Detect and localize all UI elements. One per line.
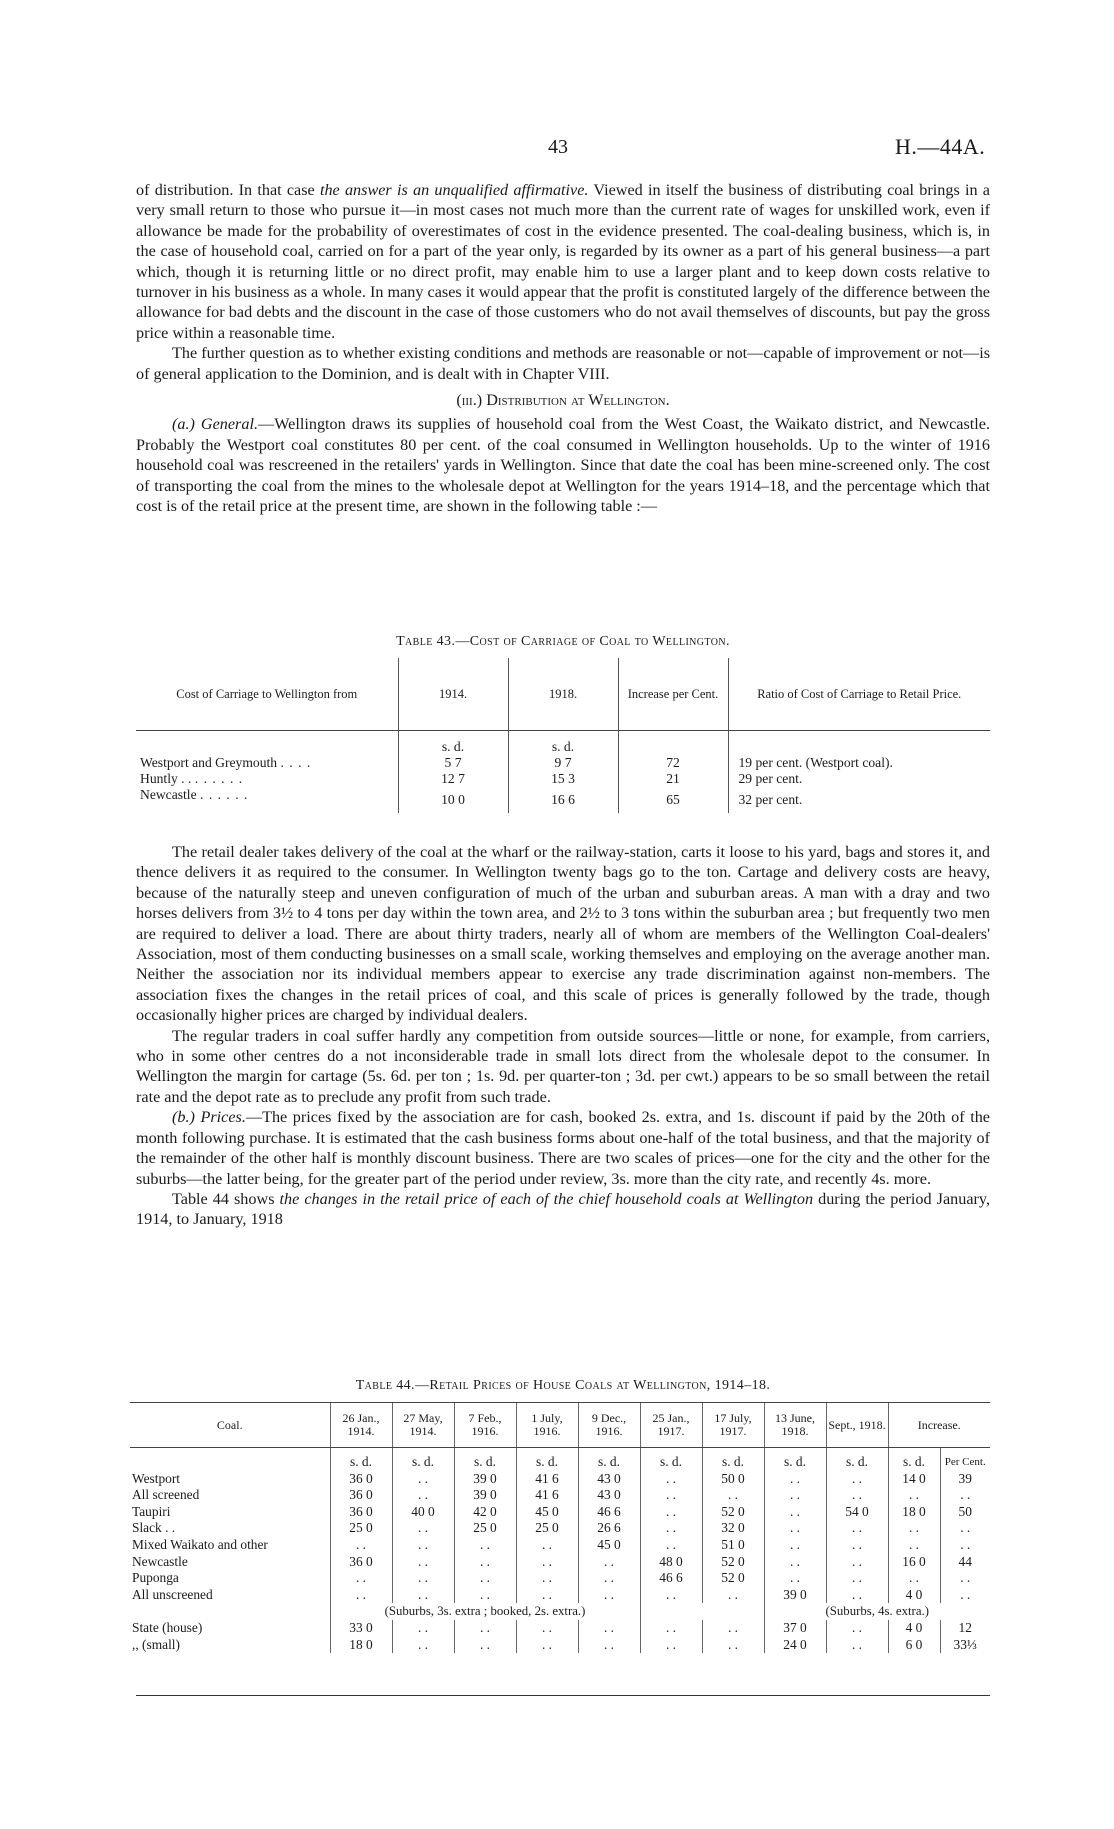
table-44-header-date: 26 Jan., 1914. — [330, 1403, 392, 1448]
paragraph-general — [136, 414, 990, 516]
table-44-cell-price: . . — [826, 1537, 888, 1554]
table-44-unit: s. d. — [640, 1448, 702, 1471]
table-44-cell-increase-sd: 4 0 — [888, 1620, 940, 1637]
table-44-cell-price: . . — [392, 1620, 454, 1637]
table-44-cell-price: . . — [392, 1471, 454, 1488]
document-reference: H.—44A. — [895, 134, 986, 159]
table-44-cell-coal: State (house) — [132, 1619, 203, 1635]
table-44-cell-price: . . — [578, 1570, 640, 1587]
table-44 — [130, 1402, 990, 1653]
table-row — [130, 1620, 990, 1637]
table-44-cell-price: . . — [826, 1637, 888, 1654]
table-44-cell-price: . . — [392, 1537, 454, 1554]
table-row — [136, 787, 990, 813]
table-44-cell-price: . . — [826, 1487, 888, 1504]
table-44-cell-price: . . — [578, 1620, 640, 1637]
table-43-header-1918: 1918. — [508, 658, 618, 731]
paragraph-regular-traders: The regular traders in coal suffer hardly any competition from outside sources—little or none, for example, from carriers, who in some other centres do a not inconsiderable trade in small lots direct from the wholesale depot to the consumer. In Wellington the margin for cartage (5s. 6d. per ton ; 1s. 9d. per quarter-ton ; 3d. per cwt.) appears to be so small between the retail rate and the depot rate as to preclude any profit from such trade. — [136, 1026, 990, 1106]
table-43-cell-1918: 15 3 — [508, 771, 618, 787]
table-44-header-date: 27 May, 1914. — [392, 1403, 454, 1448]
table-44-unit: s. d. — [888, 1448, 940, 1471]
table-44-cell-price: 37 0 — [764, 1620, 826, 1637]
table-44-unit: s. d. — [578, 1448, 640, 1471]
table-44-unit: s. d. — [392, 1448, 454, 1471]
table-44-cell-price: . . — [516, 1554, 578, 1571]
table-44-cell-price: . . — [454, 1620, 516, 1637]
table-44-cell-price: . . — [640, 1520, 702, 1537]
table-44-cell-coal: Taupiri — [132, 1503, 171, 1519]
table-43-header-ratio: Ratio of Cost of Carriage to Retail Price. — [728, 658, 990, 731]
table-44-cell-price: 25 0 — [516, 1520, 578, 1537]
table-44-cell-coal: Slack . . — [132, 1520, 176, 1536]
table-44-cell-increase-sd: 14 0 — [888, 1471, 940, 1488]
table-44-cell-price: . . — [702, 1487, 764, 1504]
table-43-cell-from: Huntly . . — [140, 771, 192, 786]
table-44-cell-price: . . — [516, 1537, 578, 1554]
table-44-unit: s. d. — [516, 1448, 578, 1471]
table-44-cell-price: 36 0 — [330, 1554, 392, 1571]
table-44-cell-price: . . — [640, 1537, 702, 1554]
table-44-cell-price: 39 0 — [764, 1587, 826, 1604]
table-44-cell-price: . . — [392, 1487, 454, 1504]
table-43-title: Table 43.—Cost of Carriage of Coal to Wellington. — [396, 634, 730, 649]
table-44-cell-price: . . — [454, 1554, 516, 1571]
table-44-cell-price: . . — [578, 1587, 640, 1604]
table-44-cell-price: 52 0 — [702, 1554, 764, 1571]
table-44-cell-price: 39 0 — [454, 1471, 516, 1488]
table-44-cell-price: . . — [392, 1587, 454, 1604]
table-43 — [136, 658, 990, 813]
table-44-header-date: Sept., 1918. — [826, 1403, 888, 1448]
leader-dots: . . . . — [280, 755, 312, 770]
table-44-unit: s. d. — [454, 1448, 516, 1471]
table-44-cell-price: . . — [764, 1471, 826, 1488]
table-row — [130, 1637, 990, 1654]
table-44-cell-price: 48 0 — [640, 1554, 702, 1571]
table-43-cell-1914: 5 7 — [398, 755, 508, 771]
table-44-cell-increase-percent: 39 — [940, 1471, 990, 1488]
subsection-label: (b.) Prices. — [172, 1108, 246, 1127]
table-44-unit: s. d. — [826, 1448, 888, 1471]
table-44-cell-coal: All screened — [132, 1487, 200, 1503]
table-44-cell-coal: Newcastle — [132, 1553, 188, 1569]
table-44-cell-price: 18 0 — [330, 1637, 392, 1654]
table-43-header-1914: 1914. — [398, 658, 508, 731]
table-43-cell-increase: 72 — [618, 755, 728, 771]
table-44-cell-price: . . — [454, 1570, 516, 1587]
table-44-cell-price: 51 0 — [702, 1537, 764, 1554]
table-44-cell-price: . . — [826, 1570, 888, 1587]
emphasis-text: the changes in the retail price of each of the chief household coals at Wellington — [279, 1189, 814, 1208]
paragraph-further-question: The further question as to whether existing conditions and methods are reasonable or not—capable of improvement or not—is of general application to the Dominion, and is dealt with in Chapter VIII. — [136, 344, 990, 383]
table-44-cell-price: 24 0 — [764, 1637, 826, 1654]
table-44-cell-coal: Mixed Waikato and other — [132, 1536, 268, 1552]
table-44-cell-increase-percent: 33⅓ — [940, 1637, 990, 1654]
table-44-cell-price: 26 6 — [578, 1520, 640, 1537]
table-44-header-date: 7 Feb., 1916. — [454, 1403, 516, 1448]
table-row — [130, 1487, 990, 1504]
paragraph-text: Viewed in itself the business of distributing coal brings in a very small return to those who pursue it—in most cases not much more than the current rate of wages for unskilled work, even if allowance be made for the probability of overestimates of cost in the evidence presented. The coal-dealing business, which is, in the case of household coal, carried on for a part of the year only, is regarded by its owner as a part of his general business—a part which, though it is returning little or no direct profit, may enable him to use a larger plant and to keep down costs relative to turnover in his business as a whole. In many cases it would appear that the profit is constituted largely of the difference between the allowance for bad debts and the discount in the case of those customers who do not avail themselves of discounts, but pay the gross price within a reasonable time. — [136, 181, 990, 342]
top-text-block — [136, 180, 990, 517]
table-44-cell-price: 33 0 — [330, 1620, 392, 1637]
table-44-cell-increase-sd: 6 0 — [888, 1637, 940, 1654]
table-44-header-date: 9 Dec., 1916. — [578, 1403, 640, 1448]
page-number: 43 — [548, 136, 568, 158]
paragraph-text: of distribution. In that case — [136, 181, 320, 199]
table-43-cell-1914: 10 0 — [398, 787, 508, 813]
table-44-cell-price: . . — [640, 1487, 702, 1504]
table-44-cell-price: . . — [640, 1620, 702, 1637]
table-row — [136, 771, 990, 787]
table-44-cell-price: . . — [392, 1554, 454, 1571]
table-44-cell-price: . . — [826, 1554, 888, 1571]
paragraph-text: during the period January, 1914, to January, 1918 — [136, 1189, 990, 1229]
table-44-cell-increase-percent: . . — [940, 1487, 990, 1504]
table-43-cell-1914: 12 7 — [398, 771, 508, 787]
table-44-cell-price: 54 0 — [826, 1504, 888, 1521]
table-43-cell-ratio: 19 per cent. (Westport coal). — [728, 755, 990, 771]
table-44-cell-price: 36 0 — [330, 1487, 392, 1504]
table-44-bottom-rule — [136, 1695, 990, 1696]
table-43-cell-increase: 21 — [618, 771, 728, 787]
table-44-cell-increase-percent: . . — [940, 1587, 990, 1604]
table-44-cell-price: . . — [578, 1554, 640, 1571]
table-44-header-date: 1 July, 1916. — [516, 1403, 578, 1448]
table-row — [136, 755, 990, 771]
table-44-cell-price: . . — [392, 1637, 454, 1654]
table-44-cell-price: 36 0 — [330, 1504, 392, 1521]
table-44-header-coal: Coal. — [130, 1403, 330, 1448]
table-44-cell-increase-percent: 44 — [940, 1554, 990, 1571]
table-44-cell-coal: Puponga — [132, 1570, 179, 1586]
table-44-cell-price: . . — [826, 1587, 888, 1604]
table-44-cell-coal: All unscreened — [132, 1586, 213, 1602]
table-44-cell-price: 32 0 — [702, 1520, 764, 1537]
emphasis-text: the answer is an unqualified affirmative. — [319, 181, 589, 199]
table-44-cell-increase-sd: 18 0 — [888, 1504, 940, 1521]
table-44-cell-coal: ,, (small) — [132, 1636, 180, 1652]
paragraph-text: —The prices fixed by the association are for cash, booked 2s. extra, and 1s. discount if paid by the 20th of the month following purchase. It is estimated that the cash business forms about one-half of the total business, and that the majority of the remainder of the other half is monthly discount business. There are two scales of prices—one for the city and the other for the suburbs—the latter being, for the greater part of the period under review, 3s. more than the city rate, and recently 4s. more. — [136, 1108, 990, 1188]
table-44-cell-price: 40 0 — [392, 1504, 454, 1521]
table-43-cell-increase: 65 — [618, 787, 728, 813]
paragraph-text: —Wellington draws its supplies of household coal from the West Coast, the Waikato district, and Newcastle. Probably the Westport coal constitutes 80 per cent. of the coal consumed in Wellington households. Up to the winter of 1916 household coal was rescreened in the retailers' yards in Wellington. Since that date the coal has been mine-screened only. The cost of transporting the coal from the mines to the wholesale depot at Wellington for the years 1914–18, and the percentage which that cost is of the retail price at the present time, are shown in the following table :— — [136, 415, 990, 516]
table-44-cell-price: . . — [578, 1637, 640, 1654]
table-43-cell-ratio: 32 per cent. — [728, 787, 990, 813]
table-44-cell-price: 25 0 — [454, 1520, 516, 1537]
table-43-unit: s. d. — [508, 731, 618, 756]
table-44-header-date: 17 July, 1917. — [702, 1403, 764, 1448]
leader-dots: . . . . . . — [194, 771, 244, 786]
table-43-cell-from: Newcastle — [140, 787, 197, 802]
table-44-cell-price: 52 0 — [702, 1570, 764, 1587]
table-row — [130, 1587, 990, 1604]
table-44-cell-increase-percent: 50 — [940, 1504, 990, 1521]
table-43-header-increase: Increase per Cent. — [618, 658, 728, 731]
table-44-unit: s. d. — [702, 1448, 764, 1471]
paragraph-retail-dealer: The retail dealer takes delivery of the coal at the wharf or the railway-station, carts it loose to his yard, bags and stores it, and thence delivers it as required to the consumer. In Wellington twenty bags go to the ton. Cartage and delivery costs are heavy, because of the naturally steep and uneven configuration of much of the urban and suburban areas. A man with a dray and two horses delivers from 3½ to 4 tons per day within the town area, and 2½ to 3 tons within the suburban area ; but frequently two men are required to deliver a load. There are about thirty traders, nearly all of whom are members of the Wellington Coal-dealers' Association, most of them conducting businesses on a small scale, working themselves and employing on the average another man. Neither the association nor its individual members appear to exercise any trade discrimination against non-members. The association fixes the changes in the retail prices of coal, and this scale of prices is generally followed by the trade, though occasionally higher prices are charged by individual dealers. — [136, 843, 990, 1025]
table-44-cell-price: . . — [516, 1587, 578, 1604]
table-44-header-date: 13 June, 1918. — [764, 1403, 826, 1448]
table-44-cell-increase-percent: 12 — [940, 1620, 990, 1637]
table-44-cell-increase-percent: . . — [940, 1537, 990, 1554]
table-44-title: Table 44.—Retail Prices of House Coals at Wellington, 1914–18. — [355, 1378, 771, 1393]
table-44-cell-price: . . — [454, 1587, 516, 1604]
table-44-cell-price: . . — [764, 1570, 826, 1587]
table-44-cell-increase-sd: . . — [888, 1520, 940, 1537]
paragraph-table-44-intro — [136, 1189, 990, 1230]
table-44-cell-price: . . — [764, 1487, 826, 1504]
table-44-cell-price: 36 0 — [330, 1471, 392, 1488]
table-43-header-from: Cost of Carriage to Wellington from — [136, 658, 398, 731]
table-44-cell-price: . . — [826, 1471, 888, 1488]
table-44-cell-price: . . — [516, 1637, 578, 1654]
table-44-cell-price: . . — [826, 1620, 888, 1637]
table-row — [130, 1471, 990, 1488]
table-44-cell-price: 25 0 — [330, 1520, 392, 1537]
table-44-note-city: (Suburbs, 3s. extra ; booked, 2s. extra.) — [330, 1603, 640, 1620]
table-44-cell-price: . . — [516, 1620, 578, 1637]
table-44-cell-price: 45 0 — [578, 1537, 640, 1554]
table-44-cell-price: . . — [640, 1471, 702, 1488]
table-44-cell-price: 41 6 — [516, 1487, 578, 1504]
table-43-cell-from: Westport and Greymouth — [140, 755, 278, 770]
table-44-header-date: 25 Jan., 1917. — [640, 1403, 702, 1448]
table-44-cell-price: 52 0 — [702, 1504, 764, 1521]
table-44-cell-price: . . — [392, 1520, 454, 1537]
table-44-cell-increase-sd: 4 0 — [888, 1587, 940, 1604]
table-44-cell-increase-sd: . . — [888, 1570, 940, 1587]
table-44-cell-price: 46 6 — [578, 1504, 640, 1521]
table-44-cell-price: . . — [640, 1637, 702, 1654]
table-44-cell-price: 43 0 — [578, 1487, 640, 1504]
table-44-cell-price: . . — [764, 1504, 826, 1521]
table-44-unit: s. d. — [330, 1448, 392, 1471]
table-43-cell-ratio: 29 per cent. — [728, 771, 990, 787]
table-44-cell-price: . . — [516, 1570, 578, 1587]
table-44-cell-increase-percent: . . — [940, 1520, 990, 1537]
table-44-cell-price: . . — [764, 1554, 826, 1571]
table-44-cell-increase-sd: . . — [888, 1537, 940, 1554]
table-44-unit-percent: Per Cent. — [940, 1448, 990, 1471]
leader-dots: . . . . . . — [200, 787, 249, 802]
table-44-cell-price: . . — [330, 1537, 392, 1554]
table-44-cell-price: . . — [826, 1520, 888, 1537]
table-44-cell-price: . . — [702, 1587, 764, 1604]
table-44-cell-price: . . — [640, 1504, 702, 1521]
table-44-unit: s. d. — [764, 1448, 826, 1471]
table-44-cell-increase-percent: . . — [940, 1570, 990, 1587]
subsection-label: (a.) General. — [172, 415, 258, 434]
paragraph-text: Table 44 shows — [172, 1189, 280, 1208]
table-row — [130, 1554, 990, 1571]
table-44-cell-increase-sd: 16 0 — [888, 1554, 940, 1571]
table-44-cell-price: . . — [702, 1620, 764, 1637]
table-43-cell-1918: 9 7 — [508, 755, 618, 771]
table-44-cell-price: . . — [640, 1587, 702, 1604]
table-row — [130, 1570, 990, 1587]
table-44-cell-price: 41 6 — [516, 1471, 578, 1488]
middle-text-block — [136, 842, 990, 1230]
paragraph-distribution — [136, 180, 990, 343]
table-44-note-suburbs: (Suburbs, 4s. extra.) — [764, 1603, 990, 1620]
table-44-cell-price: . . — [454, 1537, 516, 1554]
table-44-note-row — [130, 1603, 990, 1620]
table-44-cell-price: . . — [392, 1570, 454, 1587]
table-44-cell-price: 39 0 — [454, 1487, 516, 1504]
table-44-cell-price: 43 0 — [578, 1471, 640, 1488]
table-row — [130, 1520, 990, 1537]
table-44-cell-increase-sd: . . — [888, 1487, 940, 1504]
table-44-cell-price: . . — [454, 1637, 516, 1654]
table-44-cell-price: . . — [764, 1520, 826, 1537]
table-44-cell-price: . . — [702, 1637, 764, 1654]
table-43-unit: s. d. — [398, 731, 508, 756]
table-44-cell-price: . . — [764, 1537, 826, 1554]
table-44-header-increase: Increase. — [888, 1403, 990, 1448]
table-43-cell-1918: 16 6 — [508, 787, 618, 813]
table-44-cell-coal: Westport — [132, 1470, 181, 1486]
table-row — [130, 1504, 990, 1521]
table-44-cell-price: . . — [330, 1587, 392, 1604]
section-heading: (iii.) Distribution at Wellington. — [456, 391, 670, 410]
table-44-cell-price: . . — [330, 1570, 392, 1587]
table-44-cell-price: 50 0 — [702, 1471, 764, 1488]
paragraph-prices — [136, 1107, 990, 1189]
table-44-cell-price: 46 6 — [640, 1570, 702, 1587]
table-44-cell-price: 42 0 — [454, 1504, 516, 1521]
table-44-cell-price: 45 0 — [516, 1504, 578, 1521]
table-row — [130, 1537, 990, 1554]
